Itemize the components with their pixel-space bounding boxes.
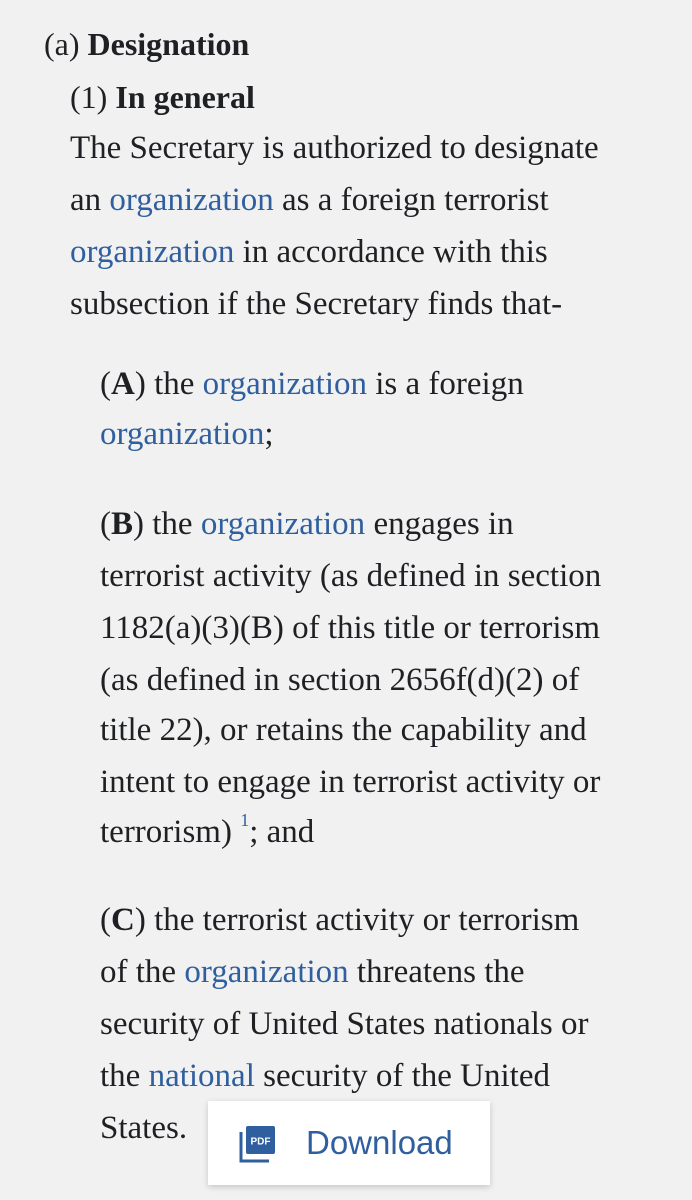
paragraph-c-line [100,1108,187,1148]
paragraph-a-line [100,414,274,454]
paragraph-c-line [100,952,525,992]
paragraph-text: terrorist activity (as defined in section [100,558,602,594]
paragraph-text: of the [100,954,185,990]
intro-line [70,232,548,272]
paragraph-text: security of United States nationals or [100,1006,589,1042]
paragraph-text: engages in [365,506,514,542]
paragraph-b-line [100,710,587,750]
intro-text: subsection if the Secretary finds that- [70,286,563,322]
organization-link[interactable]: organization [200,506,366,542]
paragraph-text: terrorism) [100,814,241,850]
section-title: Designation [87,26,250,62]
organization-link[interactable]: organization [100,416,265,452]
subsection-label: (1) [70,79,108,115]
footnote-link[interactable]: 1 [240,810,250,830]
paragraph-b-line [100,608,600,648]
paragraph-text: title 22), or retains the capability and [100,712,587,748]
paragraph-b-line [100,504,514,544]
organization-link[interactable]: organization [70,234,235,270]
paragraph-a-line [100,364,524,404]
section-heading [44,24,249,64]
subsection-heading [70,77,255,117]
paragraph-text: 1182(a)(3)(B) of this title or terrorism [100,610,601,646]
paragraph-c-line [100,1004,588,1044]
paragraph-text: the [144,506,201,542]
paragraph-b-line [100,556,601,596]
pdf-icon [238,1125,276,1163]
subsection-title: In general [115,79,255,115]
paragraph-c-line [100,1056,550,1096]
paragraph-text: ; [264,416,274,452]
intro-text: an [70,182,110,218]
download-label: Download [306,1124,453,1161]
paragraph-text: is a foreign [367,366,524,402]
paragraph-text: the [100,1058,149,1094]
paragraph-b-line [100,660,579,700]
paragraph-c-line [100,900,579,940]
paragraph-label-open: ( [100,902,111,938]
paragraph-label-close: ) [133,506,145,542]
paragraph-text: States. [100,1110,188,1146]
paragraph-text: (as defined in section 2656f(d)(2) of [100,662,580,698]
paragraph-label-close: ) [134,366,146,402]
intro-text: in accordance with this [234,234,548,270]
paragraph-b-line [100,762,600,802]
intro-line [70,284,562,324]
paragraph-text: the terrorist activity or terrorism [145,902,580,938]
intro-line [70,128,599,168]
paragraph-text: ; and [249,814,315,850]
organization-link[interactable]: organization [184,954,349,990]
intro-line [70,180,549,220]
paragraph-b-label: B [111,506,134,542]
section-label: (a) [44,26,80,62]
national-link[interactable]: national [148,1058,255,1094]
organization-link[interactable]: organization [202,366,368,402]
paragraph-label-open: ( [100,366,111,402]
organization-link[interactable]: organization [109,182,274,218]
paragraph-c-label: C [111,902,135,938]
paragraph-a-label: A [111,366,135,402]
paragraph-text: intent to engage in terrorist activity or [100,764,601,800]
paragraph-text: the [145,366,203,402]
intro-text: as a foreign terrorist [273,182,549,218]
pdf-icon-text: PDF [250,1136,271,1148]
paragraph-text: security of the United [254,1058,550,1094]
intro-text: The Secretary is authorized to designate [70,130,599,166]
paragraph-text: threatens the [348,954,525,990]
paragraph-label-close: ) [134,902,146,938]
paragraph-label-open: ( [100,506,111,542]
paragraph-b-line [100,812,314,852]
download-pdf-button[interactable] [208,1101,490,1185]
